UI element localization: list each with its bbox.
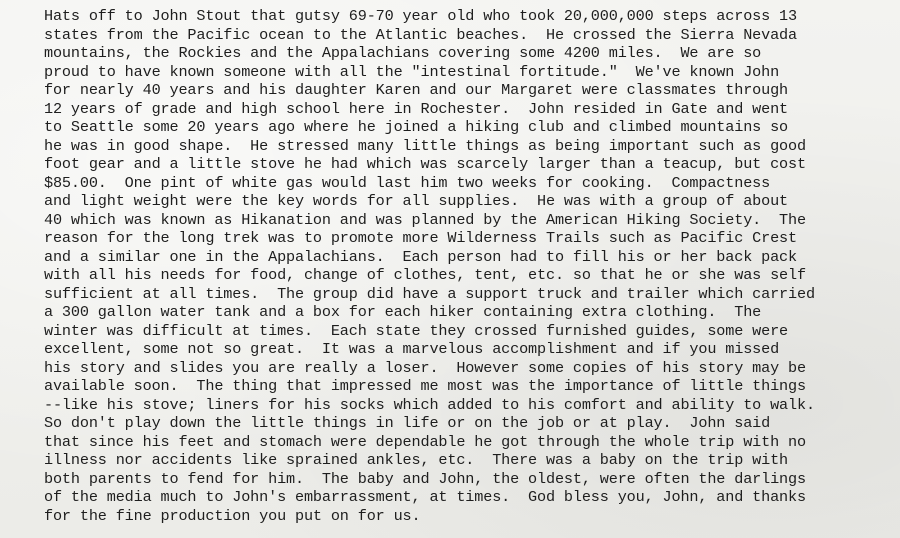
text-line: his story and slides you are really a loser. However some copies of his story may be xyxy=(44,358,806,377)
text-line: and a similar one in the Appalachians. Each person had to fill his or her back pack xyxy=(44,247,797,266)
text-line: that since his feet and stomach were dependable he got through the whole trip with no xyxy=(44,432,806,451)
text-line: he was in good shape. He stressed many little things as being important such as good xyxy=(44,136,806,155)
text-line: a 300 gallon water tank and a box for each hiker containing extra clothing. The xyxy=(44,303,762,321)
text-line: reason for the long trek was to promote more Wilderness Trails such as Pacific Crest xyxy=(44,229,797,247)
text-line: with all his needs for food, change of clothes, tent, etc. so that he or she was self xyxy=(44,266,806,284)
text-line: 12 years of grade and high school here in Rochester. John resided in Gate and went xyxy=(44,99,789,118)
text-line: to Seattle some 20 years ago where he joined a hiking club and climbed mountains so xyxy=(44,118,789,136)
text-line: and light weight were the key words for all supplies. He was with a group of about xyxy=(44,192,789,210)
letter-body xyxy=(44,7,815,525)
text-line: mountains, the Rockies and the Appalachians covering some 4200 miles. We are so xyxy=(44,44,762,62)
text-line: Hats off to John Stout that gutsy 69-70 year old who took 20,000,000 steps across 13 xyxy=(44,7,797,25)
text-line: 40 which was known as Hikanation and was planned by the American Hiking Society. The xyxy=(44,210,806,229)
text-line: states from the Pacific ocean to the Atlantic beaches. He crossed the Sierra Nevada xyxy=(44,25,797,44)
text-line: illness nor accidents like sprained ankles, etc. There was a baby on the trip with xyxy=(44,451,789,469)
text-line: for nearly 40 years and his daughter Karen and our Margaret were classmates through xyxy=(44,81,789,99)
text-line: for the fine production you put on for us. xyxy=(44,506,421,525)
text-line: So don't play down the little things in life or on the job or at play. John said xyxy=(44,414,771,432)
text-line: available soon. The thing that impressed me most was the importance of little things xyxy=(44,377,806,395)
text-line: winter was difficult at times. Each state they crossed furnished guides, some were xyxy=(44,321,789,340)
text-line: excellent, some not so great. It was a marvelous accomplishment and if you missed xyxy=(44,340,780,358)
text-line: $85.00. One pint of white gas would last him two weeks for cooking. Compactness xyxy=(44,173,771,192)
text-line: --like his stove; liners for his socks which added to his comfort and ability to walk. xyxy=(44,395,815,414)
text-line: of the media much to John's embarrassment, at times. God bless you, John, and thanks xyxy=(44,488,806,506)
text-line: foot gear and a little stove he had which was scarcely larger than a teacup, but cost xyxy=(44,155,806,173)
text-line: sufficient at all times. The group did have a support truck and trailer which carried xyxy=(44,284,815,303)
text-line: both parents to fend for him. The baby and John, the oldest, were often the darlings xyxy=(44,469,806,488)
text-line: proud to have known someone with all the "intestinal fortitude." We've known John xyxy=(44,62,780,81)
